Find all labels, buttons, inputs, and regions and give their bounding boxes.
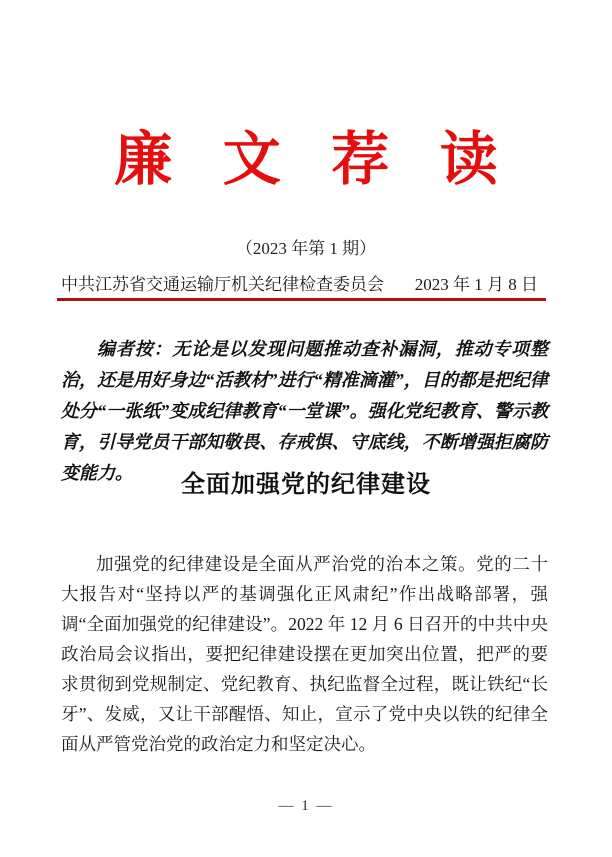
masthead-title: 廉 文 荐 读 (114, 127, 516, 192)
red-divider-rule (57, 298, 546, 301)
article-heading: 全面加强党的纪律建设 (181, 472, 431, 498)
editor-note: 编者按：无论是以发现问题推动查补漏洞，推动专项整治，还是用好身边“活教材”进行“精准滴灌”，目的都是把纪律处分“一张纸”变成纪律教育“一堂课”。强化党纪教育、警示教育，引导党员干部知敬畏、存戒惧、守底线，不断增强拒腐防变能力。 (61, 339, 548, 483)
issuer-row (61, 270, 538, 295)
issuer-name: 中共江苏省交通运输厅机关纪律检查委员会 (61, 275, 384, 294)
page-number: — 1 — (278, 798, 334, 814)
article-body: 加强党的纪律建设是全面从严治党的治本之策。党的二十大报告对“坚持以严的基调强化正风肃纪”作出战略部署，强调“全面加强党的纪律建设”。2022 年 12 月 6 日召开的中共中央政治局会议指出，要把纪律建设摆在更加突出位置，把严的要求贯彻到党规制定、党纪教育、执纪监督全过程，既让铁纪“长牙”、发威，又让干部醒悟、知止，宣示了党中央以铁的纪律全面从严管党治党的政治定力和坚定决心。 (61, 553, 548, 754)
issue-date: 2023 年 1 月 8 日 (414, 275, 538, 294)
issue-number: （2023 年第 1 期） (235, 239, 377, 258)
